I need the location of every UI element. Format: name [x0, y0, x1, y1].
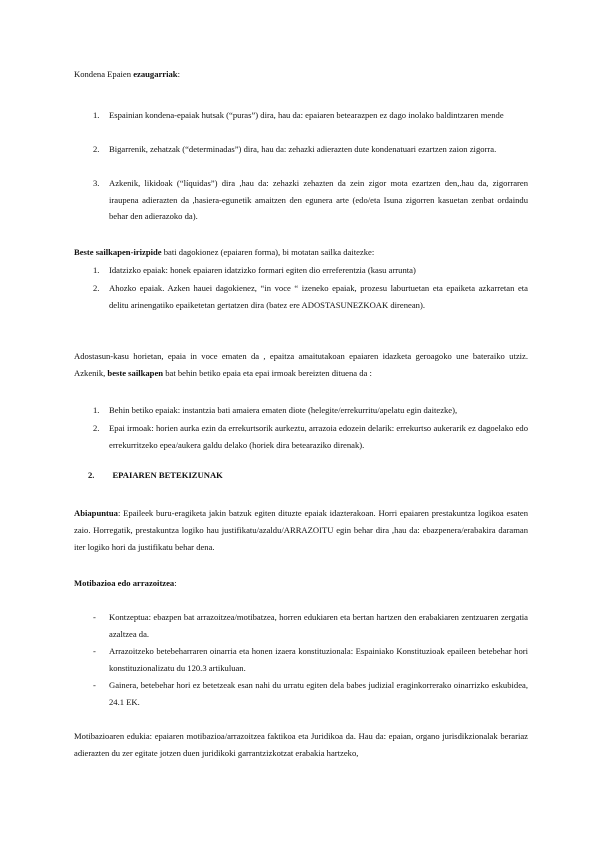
list-item [93, 677, 528, 710]
list-number: 3. [93, 178, 100, 188]
list-bullet: - [93, 646, 96, 656]
list-item [93, 402, 528, 419]
list-text: Idatzizko epaiak: honek epaiaren idatzizko formari egiten dio erreferentzia (kasu arrunta) [109, 265, 416, 275]
list-item [93, 280, 528, 313]
paragraph-4 [74, 505, 528, 556]
list-item [93, 609, 528, 642]
list-text: Epai irmoak: horien aurka ezin da errekurtsorik aurkeztu, arrazoia edozein delarik: errekurtso aukerarik ez dagoelako edo errekurritzeko epea/aukera galdu delako (horiek dira betearaziko direnak). [109, 423, 528, 450]
section2-paragraph [74, 244, 528, 261]
para5-text: Motibazioaren edukia: epaiaren motibazioa/arrazoitzea faktikoa eta Juridikoa da. Hau da: epaian, organo jurisdikzionalak berariaz adierazten du zer egitate jotzen duen juridikoki garrantzizkotzat erabakia hartzeko, [74, 731, 528, 758]
para3-bold: beste sailkapen [107, 368, 164, 378]
motivation-suffix: : [174, 578, 177, 588]
list-item [93, 107, 528, 124]
list-text: Espainian kondena-epaiak hutsak (“puras”) dira, hau da: epaiaren betearazpen ez dago inolako baldintzaren mende [109, 110, 504, 120]
motivation-heading [74, 575, 528, 592]
para3-text-end: bat behin betiko epaia eta epai irmoak bereizten dituena da : [163, 368, 372, 378]
para3-text: Adostasun-kasu horietan, epaia in voce ematen da , epaitza amaitutakoan epaiaren idazketa geroagoko une bateraiko utziz. Azkenik, [74, 351, 528, 378]
list-bullet: - [93, 612, 96, 622]
list-number: 1. [93, 405, 100, 415]
list-number: 2. [93, 144, 100, 154]
heading-number: 2. [88, 470, 95, 480]
list-number: 2. [93, 283, 100, 293]
list-text: Behin betiko epaiak: instantzia bati amaiera ematen diote (helegite/errekurritu/apelatu egin daitezke), [109, 405, 458, 415]
list-number: 1. [93, 110, 100, 120]
section-heading [88, 470, 223, 480]
paragraph-3 [74, 348, 528, 382]
list-text: Bigarrenik, zehatzak (“determinadas”) dira, hau da: zehazki adierazten dute kondenatuari ezartzen zaion zigorra. [109, 144, 497, 154]
list-text: Gainera, betebehar hori ez betetzeak esan nahi du urratu egiten dela babes judizial eraginkorrerako oinarrizko eskubidea, 24.1 EK. [109, 680, 528, 707]
list-item [93, 643, 528, 676]
section2-bold: Beste sailkapen-irizpide [74, 247, 162, 257]
heading-title: EPAIAREN BETEKIZUNAK [112, 470, 223, 480]
intro-text: Kondena Epaien [74, 69, 134, 79]
paragraph-5 [74, 728, 528, 762]
list-item [93, 262, 528, 279]
list-number: 1. [93, 265, 100, 275]
list-text: Kontzeptua: ebazpen bat arrazoitzea/motibatzea, horren edukiaren eta bertan hartzen den erabakiaren zentzuaren zergatia azaltzea da. [109, 612, 528, 639]
intro-paragraph [74, 66, 528, 83]
list-item [93, 175, 528, 225]
motivation-bold: Motibazioa edo arrazoitzea [74, 578, 175, 588]
list-text: Arrazoitzeko betebeharraren oinarria eta honen izaera konstituzionala: Espainiako Konstituzioak epaileen betebehar hori konstituzionalizatu du 120.3 artikuluan. [109, 646, 528, 673]
list-text: Ahozko epaiak. Azken hauei dagokienez, “in voce “ izeneko epaiak, prozesu laburtuetan eta epaiketa azkarretan eta delitu arinengatiko epaiketetan gertatzen dira (batez ere ADOSTASUNEZKOAK direnean). [109, 283, 528, 310]
list-bullet: - [93, 680, 96, 690]
list-item [93, 141, 528, 158]
para4-text: : Epaileek buru-eragiketa jakin batzuk egiten dituzte epaiak idazterakoan. Horri epaiaren prestakuntza logikoa esaten zaio. Horregatik, prestakuntza logiko hau justifikatu/azaldu/ARRAZOITU egin behar dira ,hau da: ebazpenera/erabakira daraman iter logiko hori da justifikatu behar dena. [74, 508, 528, 552]
intro-bold: ezaugarriak [133, 69, 178, 79]
list-text: Azkenik, likidoak (“líquidas”) dira ,hau da: zehazki zehazten da zein zigor mota ezartzen den,.hau da, zigorraren iraupena adierazten da ,hasiera-egunetik amaitzen den egunera arte (edo/eta Isuna zigorren kasuetan zenbat ordaindu behar den adierazoko da). [109, 178, 528, 221]
list-number: 2. [93, 423, 100, 433]
intro-suffix: : [177, 69, 180, 79]
para4-bold: Abiapuntua [74, 508, 118, 518]
list-item [93, 420, 528, 453]
section2-text: bati dagokionez (epaiaren forma), bi motatan sailka daitezke: [161, 247, 375, 257]
